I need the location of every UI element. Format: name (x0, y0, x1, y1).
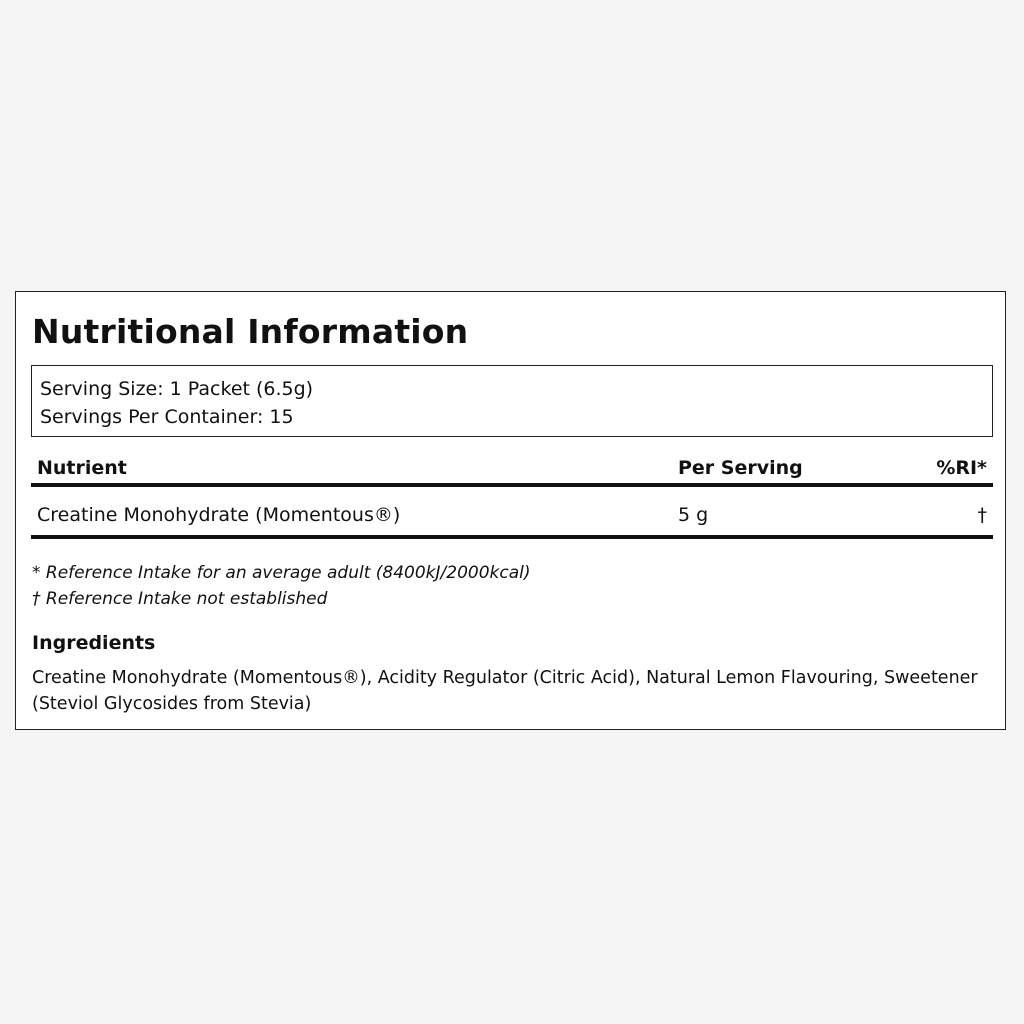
table-header-row (31, 447, 993, 487)
ingredients-heading: Ingredients (32, 632, 156, 654)
header-ri: %RI* (936, 457, 987, 479)
footnote-not-established: † Reference Intake not established (32, 589, 328, 609)
nutrition-panel (15, 291, 1006, 730)
nutrient-per-serving: 5 g (678, 504, 709, 526)
header-nutrient: Nutrient (37, 457, 127, 479)
header-per-serving: Per Serving (678, 457, 803, 479)
footnotes (32, 560, 531, 612)
serving-size: Serving Size: 1 Packet (6.5g) (40, 378, 314, 400)
nutrient-name: Creatine Monohydrate (Momentous®) (37, 504, 401, 526)
panel-title: Nutritional Information (32, 312, 469, 351)
nutrition-table (31, 447, 993, 539)
footnote-reference-intake: * Reference Intake for an average adult (8400kJ/2000kcal) (32, 563, 531, 583)
table-row (31, 487, 993, 539)
serving-info-box (31, 365, 993, 437)
ingredients-text: Creatine Monohydrate (Momentous®), Acidity Regulator (Citric Acid), Natural Lemon Flavouring, Sweetener (Steviol Glycosides from Stevia) (32, 668, 978, 714)
nutrient-ri: † (977, 504, 987, 526)
servings-per-container: Servings Per Container: 15 (40, 406, 294, 428)
